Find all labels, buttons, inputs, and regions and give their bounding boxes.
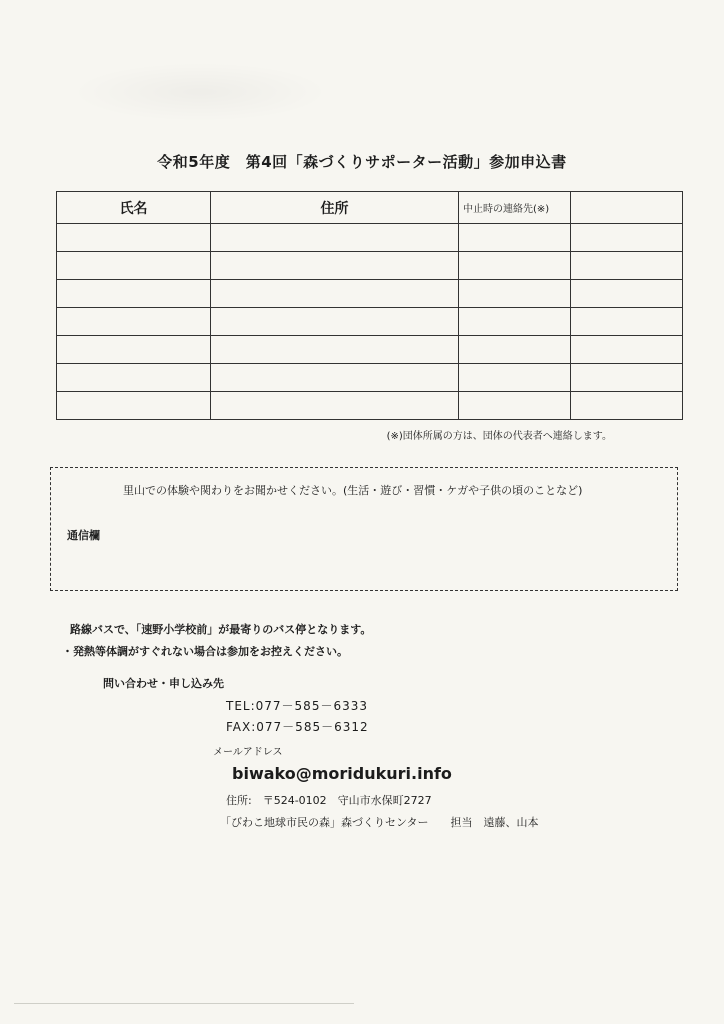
extra-cell[interactable] xyxy=(571,252,683,280)
header-address: 住所 xyxy=(211,192,459,224)
contact-cell[interactable] xyxy=(459,392,571,420)
extra-cell[interactable] xyxy=(571,224,683,252)
name-cell[interactable] xyxy=(57,364,211,392)
contact-cell[interactable] xyxy=(459,308,571,336)
header-blank xyxy=(571,192,683,224)
header-contact: 中止時の連絡先(※) xyxy=(459,192,571,224)
comment-label: 通信欄 xyxy=(67,529,100,542)
table-row xyxy=(57,392,683,420)
contact-cell[interactable] xyxy=(459,224,571,252)
address-cell[interactable] xyxy=(211,308,459,336)
comment-prompt: 里山での体験や関わりをお聞かせください。(生活・遊び・習慣・ケガや子供の頃のことなど) xyxy=(123,484,583,497)
comment-box[interactable] xyxy=(50,467,678,591)
address-cell[interactable] xyxy=(211,252,459,280)
contact-note: (※)団体所属の方は、団体の代表者へ連絡します。 xyxy=(386,431,612,442)
header-name: 氏名 xyxy=(57,192,211,224)
organization-contact: 「びわこ地球市民の森」森づくりセンター 担当 遠藤、山本 xyxy=(220,816,539,829)
table-row xyxy=(57,308,683,336)
table-header-row xyxy=(57,192,683,224)
extra-cell[interactable] xyxy=(571,392,683,420)
contact-cell[interactable] xyxy=(459,280,571,308)
name-cell[interactable] xyxy=(57,308,211,336)
application-table xyxy=(56,191,683,420)
extra-cell[interactable] xyxy=(571,280,683,308)
name-cell[interactable] xyxy=(57,252,211,280)
extra-cell[interactable] xyxy=(571,336,683,364)
contact-cell[interactable] xyxy=(459,336,571,364)
table-row xyxy=(57,252,683,280)
contact-cell[interactable] xyxy=(459,252,571,280)
address-cell[interactable] xyxy=(211,392,459,420)
name-cell[interactable] xyxy=(57,392,211,420)
bus-info: 路線バスで、「速野小学校前」が最寄りのバス停となります。 xyxy=(70,623,372,636)
address-cell[interactable] xyxy=(211,280,459,308)
contact-cell[interactable] xyxy=(459,364,571,392)
extra-cell[interactable] xyxy=(571,308,683,336)
phone-number: TEL:077－585－6333 xyxy=(226,699,368,713)
footer-rule xyxy=(14,1003,354,1004)
table-row xyxy=(57,336,683,364)
address-cell[interactable] xyxy=(211,364,459,392)
contact-heading: 問い合わせ・申し込み先 xyxy=(103,677,224,690)
postal-address: 住所: 〒524-0102 守山市水保町2727 xyxy=(226,794,432,807)
table-row xyxy=(57,364,683,392)
email-label: メールアドレス xyxy=(213,747,283,758)
extra-cell[interactable] xyxy=(571,364,683,392)
table-row xyxy=(57,280,683,308)
bleed-through-ghost xyxy=(70,62,330,122)
address-cell[interactable] xyxy=(211,336,459,364)
health-notice: ・発熱等体調がすぐれない場合は参加をお控えください。 xyxy=(62,645,348,658)
table-row xyxy=(57,224,683,252)
fax-number: FAX:077－585－6312 xyxy=(226,720,369,734)
form-title: 令和5年度 第4回「森づくりサポーター活動」参加申込書 xyxy=(157,153,567,171)
email-address[interactable]: biwako@moridukuri.info xyxy=(232,764,452,783)
name-cell[interactable] xyxy=(57,224,211,252)
name-cell[interactable] xyxy=(57,336,211,364)
address-cell[interactable] xyxy=(211,224,459,252)
name-cell[interactable] xyxy=(57,280,211,308)
